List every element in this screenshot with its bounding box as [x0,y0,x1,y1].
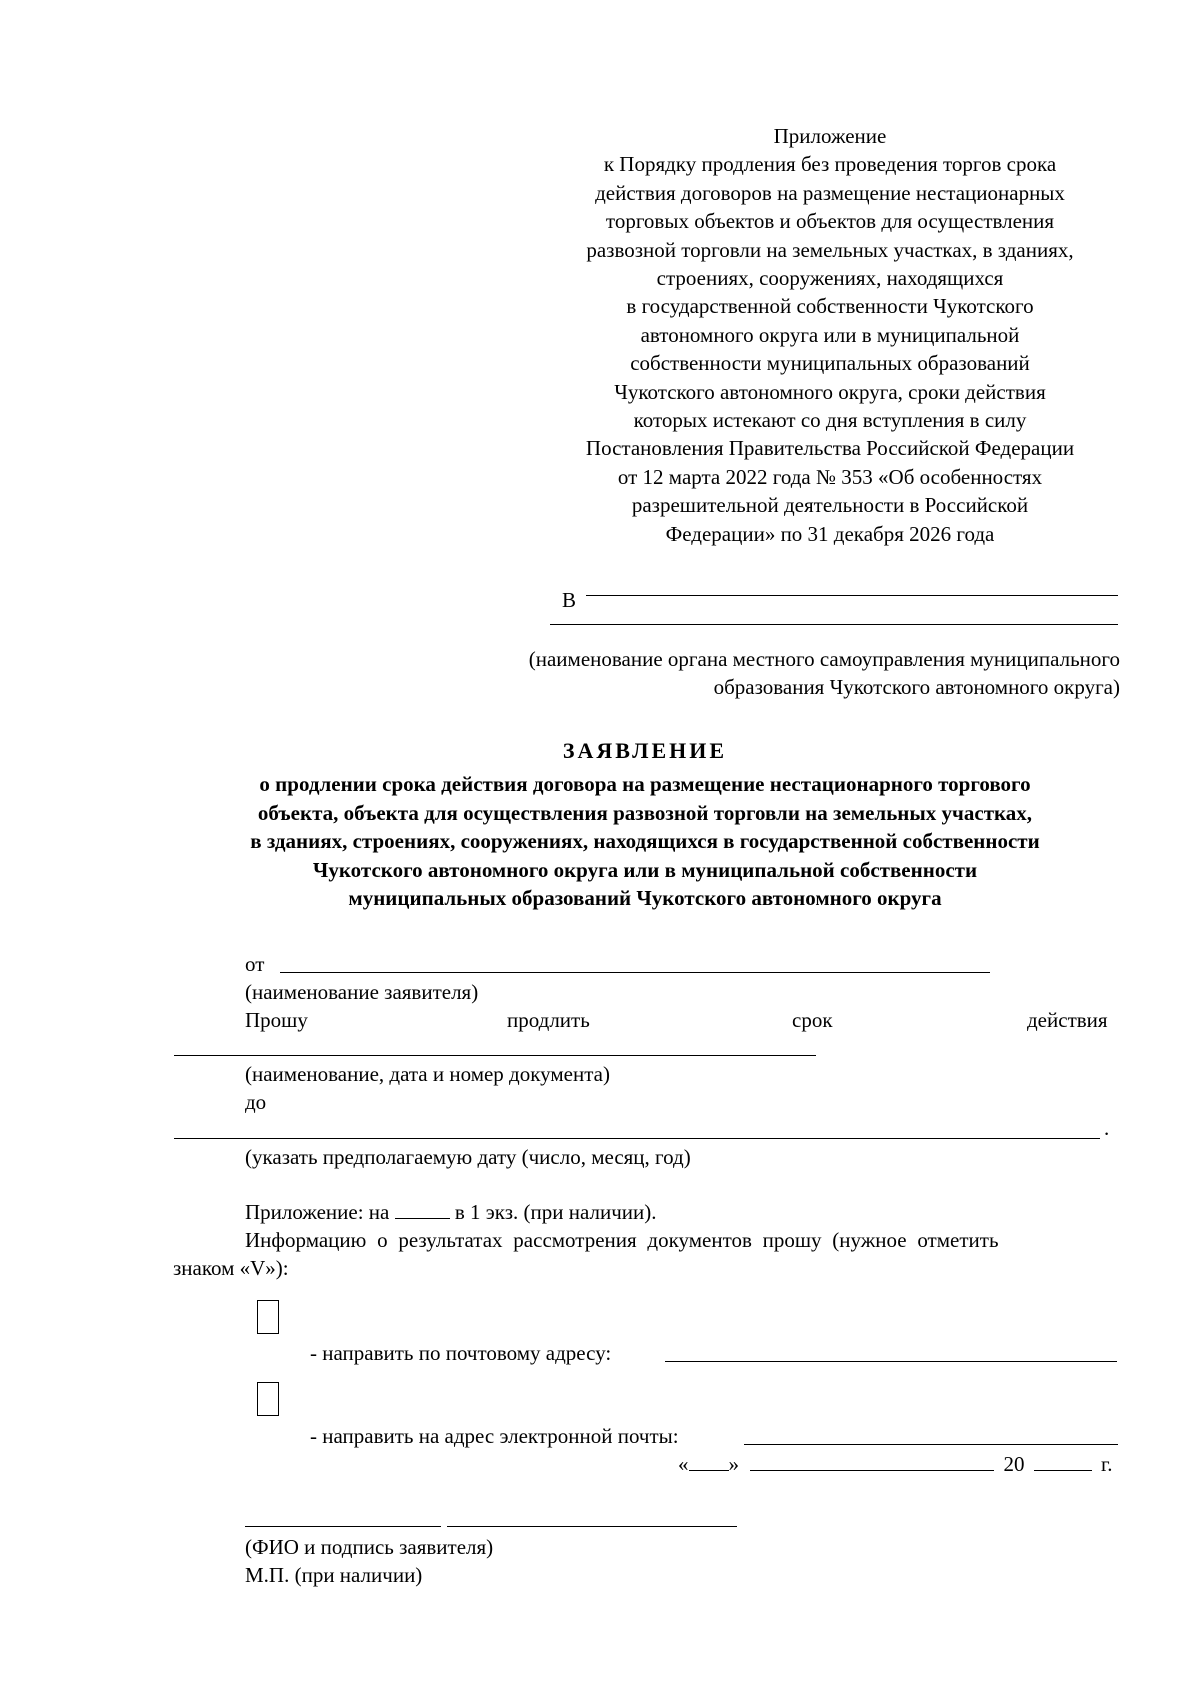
appendix-line: разрешительной деятельности в Российской [631,493,1029,518]
document-caption: (наименование, дата и номер документа) [245,1062,610,1086]
applicant-caption: (наименование заявителя) [245,980,479,1004]
applicant-name-field[interactable] [280,972,990,973]
from-label: от [245,952,265,976]
appendix-line: от 12 марта 2022 года № 353 «Об особенностях [617,464,1043,489]
appendix-line: которых истекают со дня вступления в силу [633,408,1027,433]
date-open-quote: « [678,1452,689,1476]
recipient-caption-line: образования Чукотского автономного округа) [713,675,1120,699]
request-word-1: Прошу [245,1008,308,1032]
extension-date-field[interactable] [174,1138,1100,1139]
recipient-name-field[interactable] [586,595,1118,596]
subtitle-line: муниципальных образований Чукотского автономного округа [348,886,942,910]
appendix-header [540,122,1120,548]
applicant-name-signature-field[interactable] [245,1526,441,1527]
appendix-line: торговых объектов и объектов для осуществления [605,209,1055,234]
postal-option-checkbox[interactable] [257,1300,279,1334]
subtitle-line: в зданиях, строениях, сооружениях, находящихся в государственной собственности [250,829,1040,853]
email-option-checkbox[interactable] [257,1382,279,1416]
appendix-line: развозной торговли на земельных участках, в зданиях, [586,237,1074,262]
subtitle-line: Чукотского автономного округа или в муниципальной собственности [312,857,978,882]
appendix-line: строениях, сооружениях, находящихся [656,266,1004,291]
recipient-name-field-2[interactable] [550,624,1118,625]
date-line [678,1452,1113,1476]
appendix-line: Чукотского автономного округа, сроки действия [614,379,1046,404]
attachment-label: Приложение: на [245,1200,390,1224]
year-prefix: 20 [1003,1452,1025,1476]
attachment-pages-field[interactable] [395,1200,450,1219]
month-field[interactable] [750,1452,994,1471]
email-option-label: - направить на адрес электронной почты: [310,1424,679,1448]
request-word-3: срок [792,1008,833,1032]
postal-option-label: - направить по почтовому адресу: [310,1341,612,1365]
info-text-line-2: знаком «V»): [173,1256,289,1280]
date-line-end-mark: . [1104,1116,1110,1140]
appendix-line: к Порядку продления без проведения торгов срока [603,152,1057,177]
recipient-caption-line: (наименование органа местного самоуправления муниципального [528,647,1120,671]
until-label: до [245,1090,267,1114]
document-subtitle [150,770,1140,913]
recipient-prefix: В [562,588,577,612]
appendix-line: собственности муниципальных образований [630,351,1030,376]
attachment-line [245,1200,656,1224]
applicant-signature-field[interactable] [447,1526,737,1527]
appendix-line: автономного округа или в муниципальной [640,322,1020,347]
stamp-label: М.П. (при наличии) [245,1563,423,1587]
day-field[interactable] [689,1452,729,1471]
email-address-field[interactable] [744,1444,1118,1445]
subtitle-line: о продлении срока действия договора на размещение нестационарного торгового [259,772,1031,796]
appendix-line: в государственной собственности Чукотского [626,294,1034,319]
postal-address-field[interactable] [665,1361,1117,1362]
year-field[interactable] [1034,1452,1092,1471]
request-word-4: действия [1027,1008,1108,1032]
appendix-line: действия договоров на размещение нестационарных [595,180,1065,205]
year-suffix: г. [1101,1452,1113,1476]
info-text-line-1: Информацию о результатах рассмотрения документов прошу (нужное отметить [245,1228,999,1252]
subtitle-line: объекта, объекта для осуществления развозной торговли на земельных участках, [257,800,1033,825]
appendix-line: Постановления Правительства Российской Федерации [585,436,1075,461]
appendix-line: Федерации» по 31 декабря 2026 года [665,521,995,546]
document-details-field[interactable] [174,1055,816,1056]
request-word-2: продлить [507,1008,590,1032]
date-close-quote: » [728,1452,739,1476]
appendix-line: Приложение [773,124,887,148]
signature-caption: (ФИО и подпись заявителя) [245,1535,494,1559]
document-title: ЗАЯВЛЕНИЕ [562,738,728,763]
attachment-suffix: в 1 экз. (при наличии). [454,1200,657,1224]
date-caption: (указать предполагаемую дату (число, месяц, год) [245,1145,691,1169]
recipient-caption [420,645,1120,701]
